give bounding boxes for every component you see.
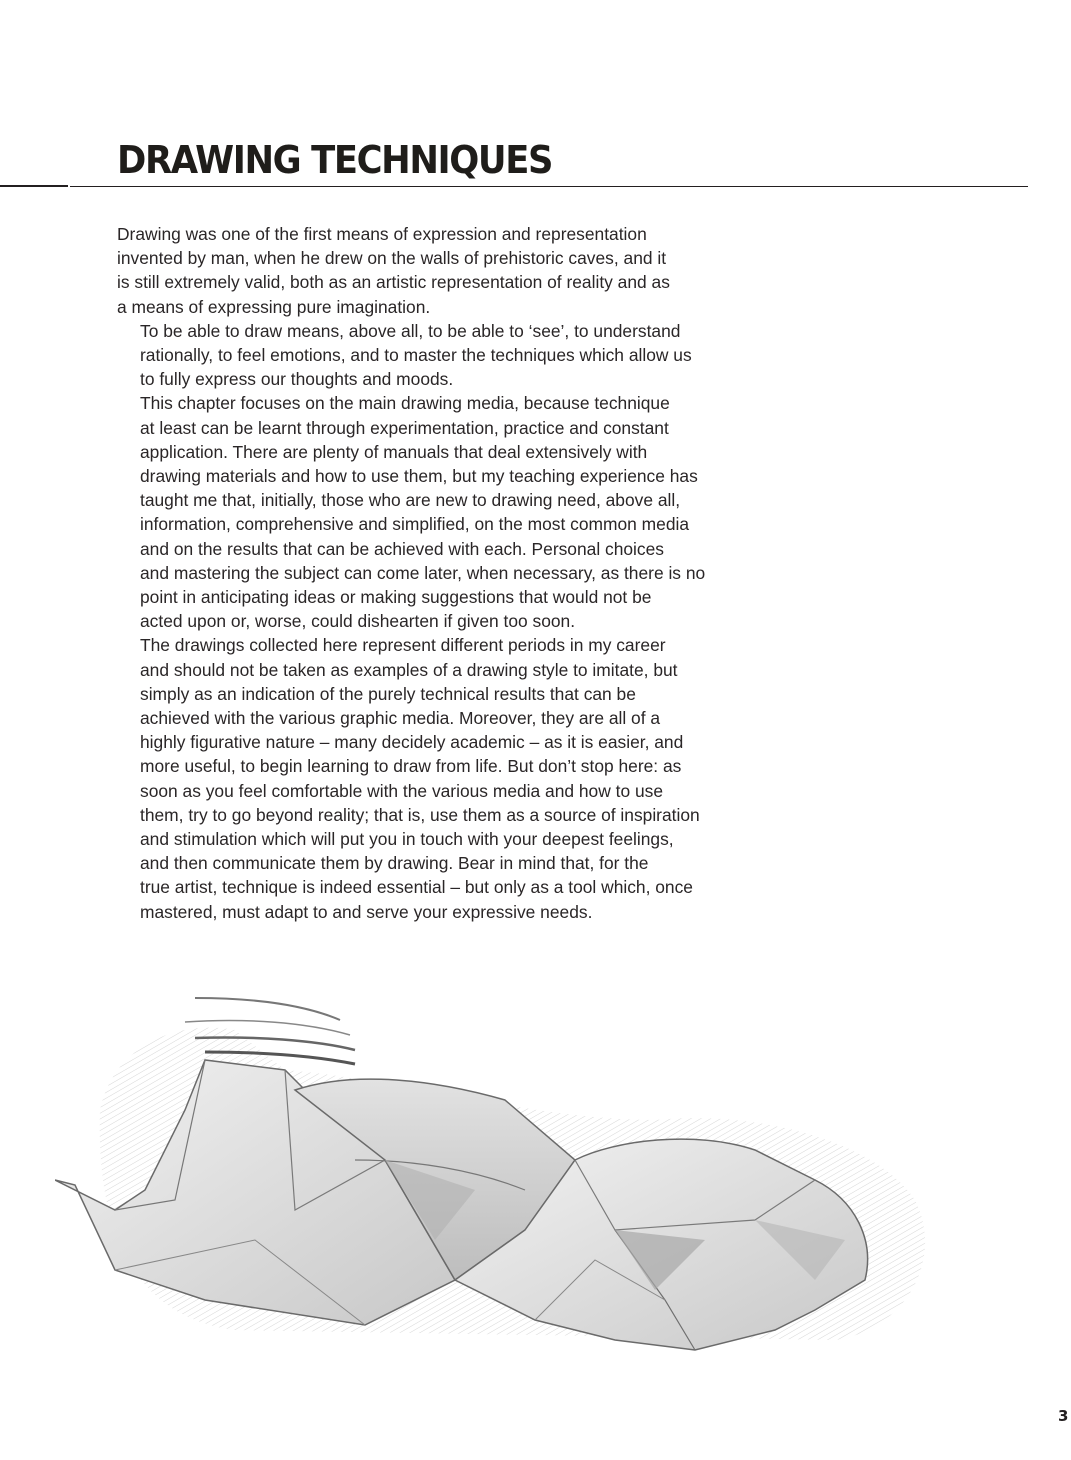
paragraph-3 xyxy=(117,391,727,633)
title-rule-left xyxy=(0,185,68,187)
page-title: DRAWING TECHNIQUES xyxy=(117,138,553,182)
title-rule xyxy=(70,186,1028,187)
text-line: to fully express our thoughts and moods. xyxy=(140,369,454,390)
text-line: To be able to draw means, above all, to be able to ‘see’, to understand xyxy=(140,320,681,341)
text-line: true artist, technique is indeed essential – but only as a tool which, once xyxy=(140,877,693,898)
text-line: acted upon or, worse, could dishearten if given too soon. xyxy=(140,611,576,632)
text-line: application. There are plenty of manuals that deal extensively with xyxy=(140,441,648,462)
text-line: drawing materials and how to use them, but my teaching experience has xyxy=(140,466,698,487)
text-line: more useful, to begin learning to draw from life. But don’t stop here: as xyxy=(140,756,682,777)
text-line: a means of expressing pure imagination. xyxy=(117,296,431,317)
text-line: Drawing was one of the first means of expression and representation xyxy=(117,224,647,244)
text-line: mastered, must adapt to and serve your expressive needs. xyxy=(140,901,593,922)
text-line: The drawings collected here represent different periods in my career xyxy=(140,635,666,656)
text-line: is still extremely valid, both as an artistic representation of reality and as xyxy=(117,272,670,293)
text-line: This chapter focuses on the main drawing media, because technique xyxy=(140,393,670,414)
text-line: achieved with the various graphic media. Moreover, they are all of a xyxy=(140,708,661,729)
text-line: soon as you feel comfortable with the various media and how to use xyxy=(140,780,663,801)
text-line: and should not be taken as examples of a drawing style to imitate, but xyxy=(140,659,678,680)
text-line: highly figurative nature – many decidely academic – as it is easier, and xyxy=(140,732,684,753)
paragraph-2 xyxy=(117,319,727,392)
text-line: and then communicate them by drawing. Bear in mind that, for the xyxy=(140,853,649,874)
page-number: 3 xyxy=(1058,1407,1069,1425)
text-line: information, comprehensive and simplified, on the most common media xyxy=(140,514,690,535)
text-line: taught me that, initially, those who are new to drawing need, above all, xyxy=(140,490,681,511)
text-line: point in anticipating ideas or making suggestions that would not be xyxy=(140,587,652,608)
paragraph-4 xyxy=(117,633,727,923)
text-line: rationally, to feel emotions, and to master the techniques which allow us xyxy=(140,345,692,366)
body-text xyxy=(117,222,727,924)
text-line: simply as an indication of the purely technical results that can be xyxy=(140,683,636,704)
text-line: and stimulation which will put you in touch with your deepest feelings, xyxy=(140,829,674,850)
crumpled-paper-sketch-icon xyxy=(55,960,980,1380)
paragraph-1 xyxy=(117,222,727,319)
text-line: and mastering the subject can come later, when necessary, as there is no xyxy=(140,562,706,583)
text-line: them, try to go beyond reality; that is, use them as a source of inspiration xyxy=(140,804,700,825)
text-line: invented by man, when he drew on the walls of prehistoric caves, and it xyxy=(117,248,667,269)
text-line: and on the results that can be achieved with each. Personal choices xyxy=(140,538,664,559)
text-line: at least can be learnt through experimentation, practice and constant xyxy=(140,417,669,438)
